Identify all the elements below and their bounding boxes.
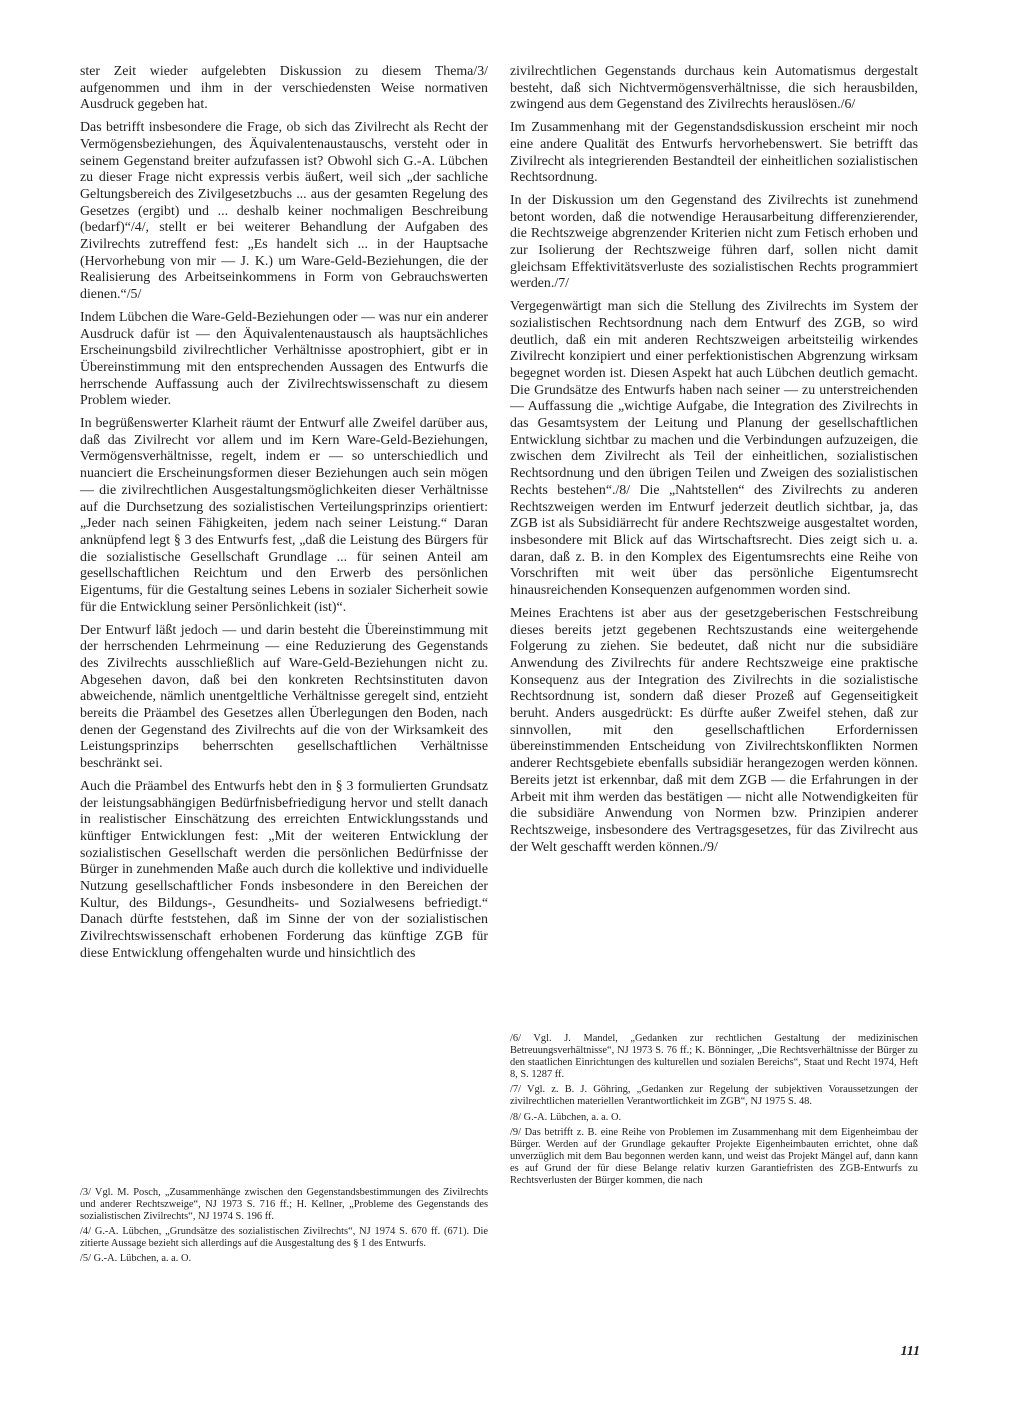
body-paragraph: Meines Erachtens ist aber aus der gesetzgeberischen Festschreibung dieses bereits jetzt gegebenen Rechtszustands eine weitergehende Folgerung zu ziehen. Sie bedeutet, daß nicht nur die subsidiäre Anwendung des Zivilrechts für andere Rechtszweige eine praktische Konsequenz aus der Integration des Zivilrechts in die sozialistische Rechtsordnung ist, sondern daß dieser Prozeß auf Gegenseitigkeit beruht. Anders ausgedrückt: Es dürfte außer Zweifel stehen, daß zur sinnvollen, mit den gesellschaftlichen Erfordernissen übereinstimmenden Entscheidung von Zivilrechtskonflikten Normen anderer Rechtsgebiete ebenfalls subsidiär herangezogen werden können. Bereits jetzt ist erkennbar, daß mit dem ZGB — die Erfahrungen in der Arbeit mit ihm werden das bestätigen — nicht alle Notwendigkeiten für die subsidiäre Anwendung von Normen bzw. Prinzipien anderer Rechtszweige, insbesondere des Vertragsgesetzes, für das Zivilrecht aus der Welt geschafft werden können./9/ bbox=[510, 605, 918, 855]
body-paragraph: Vergegenwärtigt man sich die Stellung des Zivilrechts im System der sozialistischen Rechtsordnung nach dem Entwurf des ZGB, so wird deutlich, daß ein mit anderen Rechtszweigen arbeitsteilig wirkendes Zivilrecht konzipiert und einer perfektionistischen Abgrenzung wirksam begegnet worden ist. Diesen Aspekt hat auch Lübchen deutlich gemacht. Die Grundsätze des Entwurfs haben nach seiner — zu unterstreichenden — Auffassung die „wichtige Aufgabe, die Integration des Zivilrechts in das Gesamtsystem der Leitung und Planung der gesellschaftlichen Entwicklung sichtbar zu machen und die Verbindungen aufzuzeigen, die zwischen dem Zivilrecht als Teil der einheitlichen, sozialistischen Rechtsordnung und den übrigen Teilen und Zweigen des sozialistischen Rechts bestehen“./8/ Die „Nahtstellen“ des Zivilrechts zu anderen Rechtszweigen werden im Entwurf jederzeit deutlich sichtbar, ja, das ZGB ist als Subsidiärrecht für andere Rechtszweige ausgestaltet worden, insbesondere mit Blick auf das Wirtschaftsrecht. Dies zeigt sich u. a. daran, daß z. B. in den Komplex des Eigentumsrechts eine Reihe von Vorschriften mit weit über das persönliche Eigentumsrecht hinausreichenden Konsequenzen aufgenommen worden sind. bbox=[510, 299, 918, 599]
page-number: 111 bbox=[900, 1344, 920, 1359]
body-paragraph: In der Diskussion um den Gegenstand des Zivilrechts ist zunehmend betont worden, daß die notwendige Herausarbeitung differenzierender, die Rechtszweige abgrenzender Kriterien nicht zum Fetisch erhoben und zur Isolierung der Rechtszweige führen darf, sollen nicht damit gleichsam Effektivitätsverluste des sozialistischen Rechts programmiert werden./7/ bbox=[510, 192, 918, 292]
footnote: /4/ G.-A. Lübchen, „Grundsätze des sozialistischen Zivilrechts“, NJ 1974 S. 670 ff. (671). Die zitierte Aussage bezieht sich allerdings auf die Ausgestaltung des § 1 des Entwurfs. bbox=[80, 1226, 488, 1250]
right-text-column bbox=[510, 64, 918, 862]
left-text-column bbox=[80, 64, 488, 969]
footnote: /6/ Vgl. J. Mandel, „Gedanken zur rechtlichen Gestaltung der medizinischen Betreuungsverhältnisse“, NJ 1973 S. 76 ff.; K. Bönninger, „Die Rechtsverhältnisse der Bürger zu den staatlichen Einrichtungen des kulturellen und sozialen Bereichs“, Staat und Recht 1974, Heft 8, S. 1287 ff. bbox=[510, 1033, 918, 1081]
footnote: /5/ G.-A. Lübchen, a. a. O. bbox=[80, 1253, 192, 1265]
footnote: /3/ Vgl. M. Posch, „Zusammenhänge zwischen den Gegenstandsbestimmungen des Zivilrechts und anderer Rechtszweige“, NJ 1973 S. 716 ff.; H. Kellner, „Probleme des Gegenstands des sozialistischen Zivilrechts“, NJ 1974 S. 196 ff. bbox=[80, 1187, 488, 1223]
footnotes-left bbox=[80, 1187, 488, 1269]
body-paragraph: Der Entwurf läßt jedoch — und darin besteht die Übereinstimmung mit der herrschenden Lehrmeinung — eine Reduzierung des Gegenstands des Zivilrechts ausschließlich auf Ware-Geld-Beziehungen nicht zu. Abgesehen davon, daß bei den konkreten Rechtsinstituten davon abweichende, nämlich unentgeltliche Verhältnisse geregelt sind, entzieht bereits die Präambel des Gesetzes allen Überlegungen den Boden, nach denen der Gegenstand des Zivilrechts auf die von der Wirksamkeit des Leistungsprinzips beherrschten gesellschaftlichen Verhältnisse beschränkt sei. bbox=[80, 622, 488, 772]
footnotes-right bbox=[510, 1033, 918, 1190]
footnote: /7/ Vgl. z. B. J. Göhring, „Gedanken zur Regelung der subjektiven Voraussetzungen der zivilrechtlichen materiellen Verantwortlichkeit im ZGB“, NJ 1975 S. 48. bbox=[510, 1084, 918, 1108]
body-paragraph: zivilrechtlichen Gegenstands durchaus kein Automatismus dergestalt besteht, daß sich Nichtvermögensverhältnisse, die sich herausbilden, zwingend aus dem Gegenstand des Zivilrechts herauslösen./6/ bbox=[510, 64, 918, 113]
body-paragraph: ster Zeit wieder aufgelebten Diskussion zu diesem Thema/3/ aufgenommen und ihm in der verschiedensten Weise normativen Ausdruck gegeben hat. bbox=[80, 64, 488, 113]
footnote: /8/ G.-A. Lübchen, a. a. O. bbox=[510, 1111, 622, 1123]
body-paragraph: In begrüßenswerter Klarheit räumt der Entwurf alle Zweifel darüber aus, daß das Zivilrecht vor allem und im Kern Ware-Geld-Beziehungen, Vermögensverhältnisse, regelt, indem er — so unterschiedlich und nuanciert die Erscheinungsformen dieser Beziehungen auch sein mögen — die zivilrechtlichen Ausgestaltungsmöglichkeiten dieser Verhältnisse auf die Durchsetzung des sozialistischen Verteilungsprinzips orientiert: „Jeder nach seinen Fähigkeiten, jedem nach seiner Leistung.“ Daran anknüpfend legt § 3 des Entwurfs fest, „daß die Leistung des Bürgers für die sozialistische Gesellschaft Grundlage ... für seinen Anteil am gesellschaftlichen Reichtum und den Erwerb des persönlichen Eigentums, für die Gestaltung seines Lebens in sozialer Sicherheit sowie für die Entwicklung seiner Persönlichkeit (ist)“. bbox=[80, 416, 488, 615]
body-paragraph: Im Zusammenhang mit der Gegenstandsdiskussion erscheint mir noch eine andere Qualität des Entwurfs hervorhebenswert. Sie betrifft das Zivilrecht als integrierenden Bestandteil der einheitlichen sozialistischen Rechtsordnung. bbox=[510, 120, 918, 186]
body-paragraph: Auch die Präambel des Entwurfs hebt den in § 3 formulierten Grundsatz der leistungsabhängigen Bedürfnisbefriedigung hervor und stellt danach in realistischer Einschätzung des erreichten Entwicklungsstands und künftiger Entwicklungen fest: „Mit der weiteren Entwicklung der sozialistischen Gesellschaft werden die persönlichen Bedürfnisse der Bürger in zunehmenden Maße auch durch die kollektive und individuelle Nutzung gesellschaftlicher Fonds insbesondere in den Bereichen der Kultur, des Bildungs-, Gesundheits- und Sozialwesens befriedigt.“ Danach dürfte feststehen, daß im Sinne der von der sozialistischen Zivilrechtswissenschaft erhobenen Forderung das künftige ZGB für diese Entwicklung offengehalten wurde und hinsichtlich des bbox=[80, 778, 488, 961]
footnote: /9/ Das betrifft z. B. eine Reihe von Problemen im Zusammenhang mit dem Eigenheimbau der Bürger. Werden auf der Grundlage gekaufter Projekte Eigenheimbauten errichtet, ohne daß unverzüglich mit dem Bau begonnen werden kann, und weist das Projekt Mängel auf, dann kann es auf Grund der für diese Belange relativ kurzen Garantiefristen des ZGB-Entwurfs zu Rechtsverlusten der Bürger kommen, die nach bbox=[510, 1126, 918, 1187]
body-paragraph: Das betrifft insbesondere die Frage, ob sich das Zivilrecht als Recht der Vermögensbeziehungen, des Äquivalentenaustauschs, versteht oder in seinem Gegenstand breiter aufzufassen ist? Obwohl sich G.-A. Lübchen zu dieser Frage nicht expressis verbis äußert, weil sich „der sachliche Geltungsbereich des Zivilgesetzbuchs ... aus der gesamten Regelung des Gesetzes (ergibt) und ... deshalb keiner nochmaligen Beschreibung (bedarf)“/4/, stellt er bei weiterer Behandlung der Aufgaben des Zivilrechts zutreffend fest: „Es handelt sich ... in der Hauptsache (Hervorhebung von mir — J. K.) um Ware-Geld-Beziehungen, die der Realisierung des Arbeitseinkommens in Form von Gebrauchswerten dienen.“/5/ bbox=[80, 120, 488, 303]
body-paragraph: Indem Lübchen die Ware-Geld-Beziehungen oder — was nur ein anderer Ausdruck dafür ist — den Äquivalentenaustausch als hauptsächliches Erscheinungsbild zivilrechtlicher Verhältnisse apostrophiert, gibt er in Übereinstimmung mit den entsprechenden Aussagen des Entwurfs die herrschende Auffassung auch der Zivilrechtswissenschaft zu diesem Problem wieder. bbox=[80, 309, 488, 409]
